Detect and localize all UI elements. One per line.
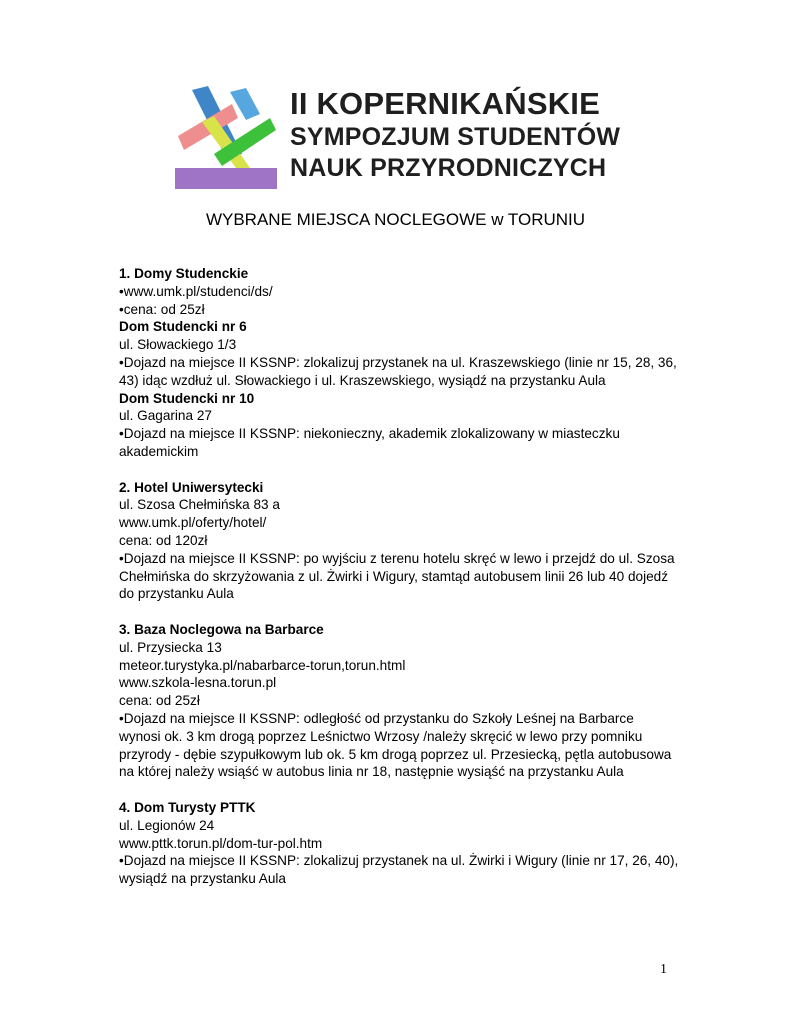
section-heading: 2. Hotel Uniwersytecki (119, 479, 264, 495)
text-line: •cena: od 25zł (119, 301, 205, 317)
text-line: www.pttk.torun.pl/dom-tur-pol.htm (119, 835, 323, 851)
text-line: •www.umk.pl/studenci/ds/ (119, 283, 273, 299)
event-name-line1: II KOPERNIKAŃSKIE (290, 86, 600, 121)
text-line: www.umk.pl/oferty/hotel/ (119, 515, 267, 531)
text-line: ul. Szosa Chełmińska 83 a (119, 497, 280, 513)
section-hotel-uniwersytecki (119, 479, 679, 604)
text-line: ul. Gagarina 27 (119, 408, 212, 424)
page-number: 1 (660, 962, 667, 977)
text-line: ul. Słowackiego 1/3 (119, 337, 237, 353)
text-line: cena: od 25zł (119, 693, 200, 709)
text-line: ul. Legionów 24 (119, 817, 215, 833)
section-domy-studenckie (119, 265, 679, 461)
text-paragraph: •Dojazd na miejsce II KSSNP: po wyjściu z terenu hotelu skręć w lewo i przejdź do ul. Szosa Chełmińska do skrzyżowania z ul. Żwirki i Wigury, stamtąd autobusem linii 26 lub 40 dojedź do przystanku Aula (119, 550, 675, 602)
subheading: Dom Studencki nr 6 (119, 319, 247, 335)
text-line: meteor.turystyka.pl/nabarbarce-torun,torun.html (119, 657, 406, 673)
document-title: WYBRANE MIEJSCA NOCLEGOWE w TORUNIU (205, 210, 586, 229)
document-body (119, 265, 679, 906)
text-line: ul. Przysiecka 13 (119, 639, 222, 655)
text-paragraph: •Dojazd na miejsce II KSSNP: zlokalizuj przystanek na ul. Kraszewskiego (linie nr 15, 28, 36, 43) idąc wzdłuż ul. Słowackiego i ul. Kraszewskiego, wysiądź na przystanku Aula (119, 354, 677, 388)
section-heading: 1. Domy Studenckie (119, 266, 249, 281)
text-paragraph: •Dojazd na miejsce II KSSNP: zlokalizuj przystanek na ul. Żwirki i Wigury (linie nr 17, 26, 40), wysiądź na przystanku Aula (119, 853, 679, 887)
text-paragraph: •Dojazd na miejsce II KSSNP: odległość od przystanku do Szkoły Leśnej na Barbarce wynosi ok. 3 km drogą poprzez Leśnictwo Wrzosy /należy skręcić w lewo przy pomniku przyrody - dębie szypułkowym lub ok. 5 km drogą poprzez ul. Przesiecką, pętla autobusowa na której należy wsiąść w autobus linia nr 18, następnie wysiąść na przystanku Aula (119, 710, 672, 780)
section-baza-noclegowa (119, 621, 679, 781)
logo-purple-bar (175, 168, 277, 189)
section-heading: 4. Dom Turysty PTTK (119, 799, 256, 815)
event-header (172, 84, 622, 192)
event-logo (172, 84, 282, 192)
text-paragraph: •Dojazd na miejsce II KSSNP: niekonieczny, akademik zlokalizowany w miasteczku akademickim (119, 426, 620, 459)
subheading: Dom Studencki nr 10 (119, 390, 255, 406)
section-heading: 3. Baza Noclegowa na Barbarce (119, 621, 324, 637)
text-line: cena: od 120zł (119, 532, 208, 548)
section-dom-turysty (119, 799, 679, 888)
text-line: www.szkola-lesna.torun.pl (119, 675, 277, 691)
event-name (290, 88, 620, 181)
event-name-line2: SYMPOZJUM STUDENTÓW (290, 123, 621, 151)
event-name-line3: NAUK PRZYRODNICZYCH (290, 154, 607, 182)
